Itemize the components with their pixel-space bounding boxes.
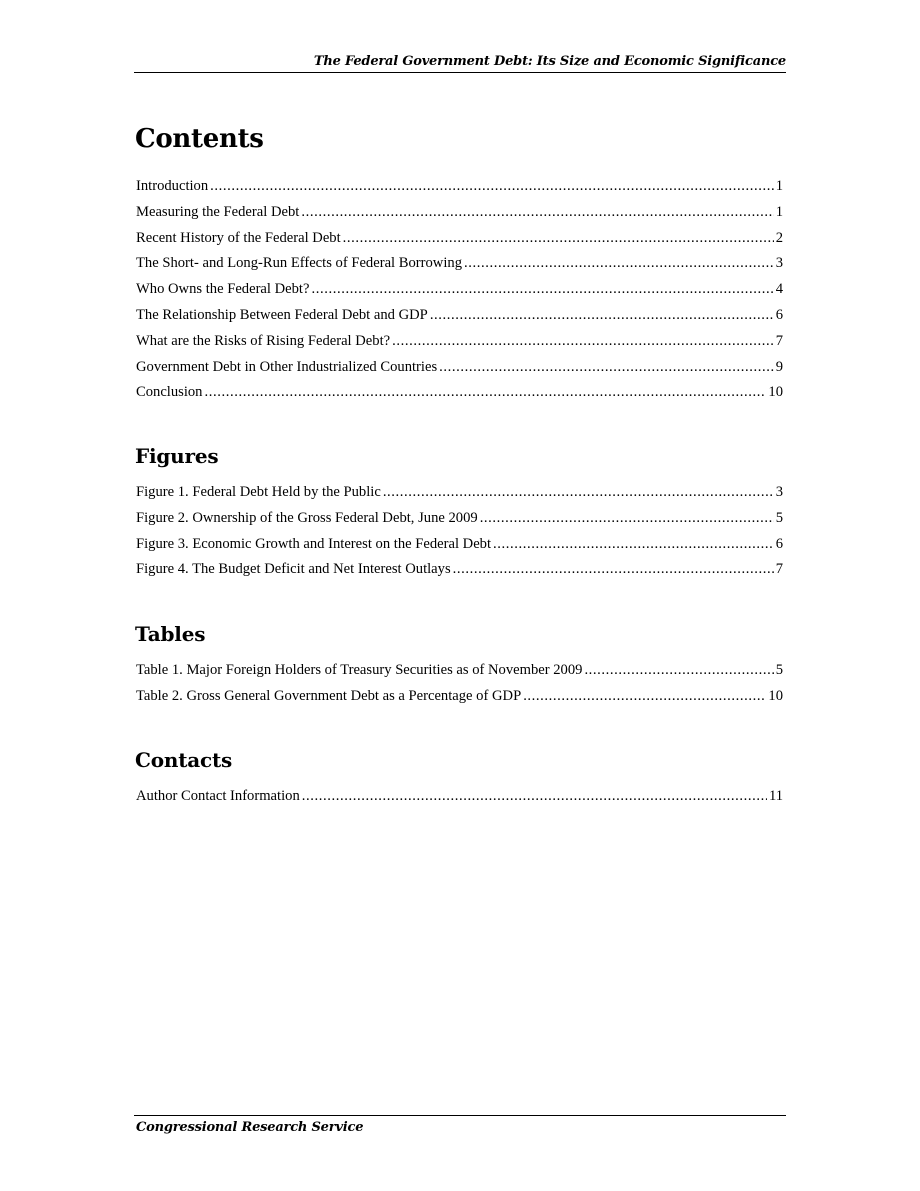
dot-leader (343, 228, 774, 248)
toc-entry[interactable] (136, 331, 783, 357)
toc-entry-title: What are the Risks of Rising Federal Debt? (136, 332, 391, 349)
toc-entry-page: 7 (775, 332, 783, 349)
toc-entry[interactable] (136, 357, 783, 383)
contacts-list (136, 786, 783, 812)
dot-leader (204, 382, 766, 402)
toc-entry-page: 1 (775, 203, 783, 220)
dot-leader (523, 686, 766, 706)
toc-entry-page: 1 (775, 178, 783, 194)
toc-entry-title: Figure 1. Federal Debt Held by the Public (136, 484, 381, 500)
dot-leader (439, 357, 774, 377)
dot-leader (383, 482, 774, 502)
toc-entry-title: The Short- and Long-Run Effects of Federal Borrowing (136, 255, 462, 272)
toc-entry-title: Government Debt in Other Industrialized Countries (136, 358, 438, 375)
toc-entry-page: 7 (775, 561, 783, 578)
toc-entry[interactable] (136, 482, 783, 508)
toc-entry[interactable] (136, 279, 783, 305)
contents-heading: Contents (135, 124, 264, 154)
toc-entry-title: Recent History of the Federal Debt (136, 229, 341, 246)
toc-entry-page: 4 (775, 281, 783, 298)
dot-leader (430, 305, 774, 325)
toc-entry[interactable] (136, 176, 783, 202)
dot-leader (464, 253, 774, 273)
toc-entry-page: 10 (768, 687, 783, 704)
header-rule (134, 72, 786, 73)
toc-entry[interactable] (136, 534, 783, 560)
toc-entry-page: 11 (768, 788, 783, 804)
toc-entry-page: 5 (775, 509, 783, 526)
toc-entry[interactable] (136, 559, 783, 585)
dot-leader (584, 660, 773, 680)
dot-leader (392, 331, 774, 351)
dot-leader (480, 508, 774, 528)
dot-leader (210, 176, 774, 196)
toc-entry-page: 10 (768, 384, 783, 401)
contents-list (136, 176, 783, 408)
toc-entry-page: 9 (775, 358, 783, 375)
toc-entry[interactable] (136, 228, 783, 254)
toc-entry-page: 3 (775, 255, 783, 272)
toc-entry-title: Conclusion (136, 384, 203, 401)
tables-heading: Tables (135, 622, 206, 646)
toc-entry[interactable] (136, 786, 783, 812)
dot-leader (311, 279, 773, 299)
running-header: The Federal Government Debt: Its Size and Economic Significance (313, 54, 786, 69)
dot-leader (493, 534, 774, 554)
toc-entry-title: Table 1. Major Foreign Holders of Treasury Securities as of November 2009 (136, 662, 583, 678)
toc-entry[interactable] (136, 202, 783, 228)
toc-entry-page: 3 (775, 484, 783, 500)
footer-rule (134, 1115, 786, 1116)
toc-entry[interactable] (136, 660, 783, 686)
toc-entry-title: Measuring the Federal Debt (136, 203, 300, 220)
toc-entry-title: Introduction (136, 178, 209, 194)
toc-entry-page: 6 (775, 535, 783, 552)
toc-entry-title: Author Contact Information (136, 788, 300, 804)
dot-leader (301, 202, 773, 222)
toc-entry[interactable] (136, 686, 783, 712)
toc-entry-page: 2 (775, 229, 783, 246)
toc-entry-title: Figure 4. The Budget Deficit and Net Interest Outlays (136, 561, 451, 578)
running-footer: Congressional Research Service (136, 1120, 364, 1135)
toc-entry[interactable] (136, 382, 783, 408)
toc-entry-title: Figure 2. Ownership of the Gross Federal Debt, June 2009 (136, 509, 478, 526)
tables-list (136, 660, 783, 712)
toc-entry-title: The Relationship Between Federal Debt and GDP (136, 306, 428, 323)
toc-entry-title: Figure 3. Economic Growth and Interest on the Federal Debt (136, 535, 492, 552)
toc-entry-page: 6 (775, 306, 783, 323)
figures-list (136, 482, 783, 585)
dot-leader (302, 786, 767, 806)
toc-entry[interactable] (136, 253, 783, 279)
toc-entry-title: Table 2. Gross General Government Debt as a Percentage of GDP (136, 687, 522, 704)
toc-entry[interactable] (136, 508, 783, 534)
contacts-heading: Contacts (135, 748, 233, 772)
toc-entry-page: 5 (775, 662, 783, 678)
toc-entry-title: Who Owns the Federal Debt? (136, 281, 310, 298)
dot-leader (453, 559, 774, 579)
figures-heading: Figures (135, 444, 219, 468)
toc-entry[interactable] (136, 305, 783, 331)
